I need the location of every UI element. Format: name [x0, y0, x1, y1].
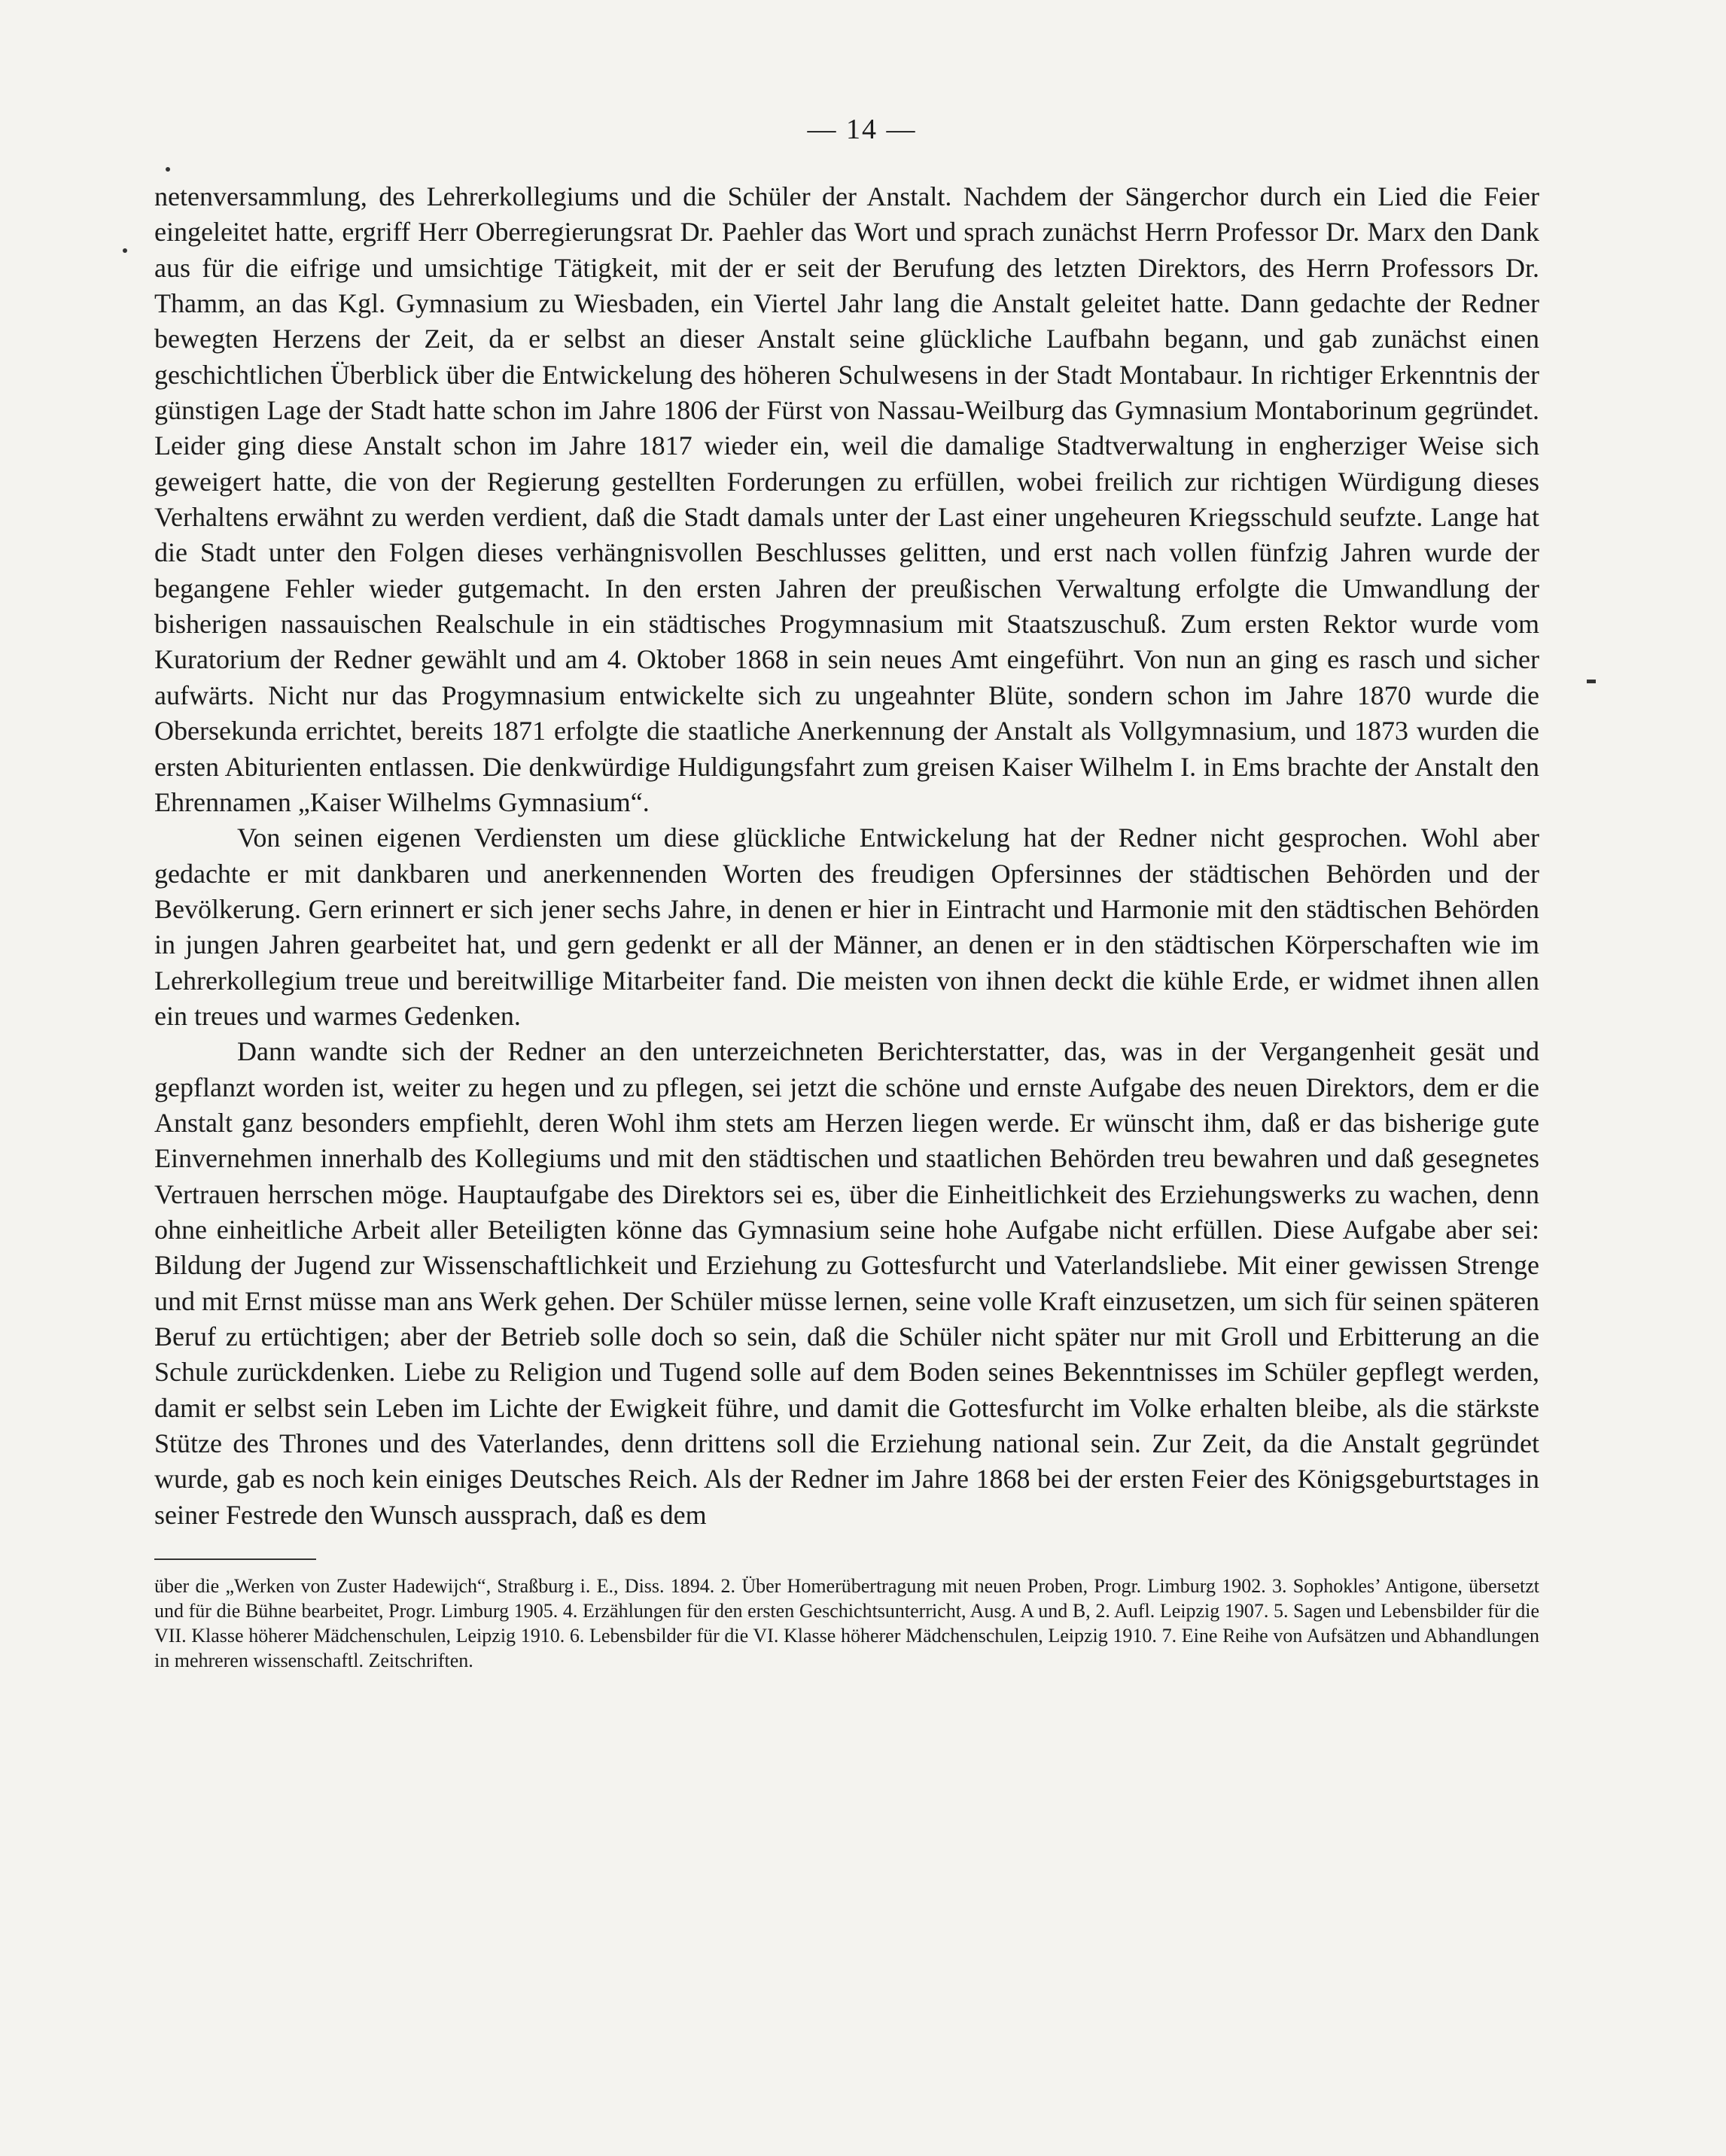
paragraph: Von seinen eigenen Verdiensten um diese glückliche Entwickelung hat der Redner nicht gesprochen. Wohl aber gedachte er mit dankbaren und anerkennenden Worten des freudigen Opfersinnes der städtischen Behörden und der Bevölkerung. Gern erinnert er sich jener sechs Jahre, in denen er hier in Eintracht und Harmonie mit den städtischen Behörden in jungen Jahren gearbeitet hat, und gern gedenkt er all der Männer, an denen er in den städtischen Körperschaften wie im Lehrerkollegium treue und bereitwillige Mitarbeiter fand. Die meisten von ihnen deckt die kühle Erde, er widmet ihnen allen ein treues und warmes Gedenken.: [154, 823, 1539, 1031]
paragraph: netenversammlung, des Lehrerkollegiums und die Schüler der Anstalt. Nachdem der Sängerchor durch ein Lied die Feier eingeleitet hatte, ergriff Herr Oberregierungsrat Dr. Paehler das Wort und sprach zunächst Herrn Professor Dr. Marx den Dank aus für die eifrige und umsichtige Tätigkeit, mit der er seit der Berufung des letzten Direktors, des Herrn Professors Dr. Thamm, an das Kgl. Gymnasium zu Wiesbaden, ein Viertel Jahr lang die Anstalt geleitet hatte. Dann gedachte der Redner bewegten Herzens der Zeit, da er selbst an dieser Anstalt seine glückliche Laufbahn begann, und gab zunächst einen geschichtlichen Überblick über die Entwickelung des höheren Schulwesens in der Stadt Montabaur. In richtiger Erkenntnis der günstigen Lage der Stadt hatte schon im Jahre 1806 der Fürst von Nassau-Weilburg das Gymnasium Montaborinum gegründet. Leider ging diese Anstalt schon im Jahre 1817 wieder ein, weil die damalige Stadtverwaltung in engherziger Weise sich geweigert hatte, die von der Regierung gestellten Forderungen zu erfüllen, wobei freilich zur richtigen Würdigung dieses Verhaltens erwähnt zu werden verdient, daß die Stadt damals unter der Last einer ungeheuren Kriegsschuld seufzte. Lange hat die Stadt unter den Folgen dieses verhängnisvollen Beschlusses gelitten, und erst nach vollen fünfzig Jahren wurde der begangene Fehler wieder gutgemacht. In den ersten Jahren der preußischen Verwaltung erfolgte die Umwandlung der bisherigen nassauischen Realschule in ein städtisches Progymnasium mit Staatszuschuß. Zum ersten Rektor wurde vom Kuratorium der Redner gewählt und am 4. Oktober 1868 in sein neues Amt eingeführt. Von nun an ging es rasch und sicher aufwärts. Nicht nur das Progymnasium entwickelte sich zu ungeahnter Blüte, sondern schon im Jahre 1870 wurde die Obersekunda errichtet, bereits 1871 erfolgte die staatliche Anerkennung der Anstalt als Vollgymnasium, und 1873 wurden die ersten Abiturienten entlassen. Die denkwürdige Huldigungsfahrt zum greisen Kaiser Wilhelm I. in Ems brachte der Anstalt den Ehrennamen „Kaiser Wilhelms Gymnasium“.: [154, 181, 1539, 817]
document-page: [154, 113, 1539, 1673]
margin-dot-mark: [123, 248, 127, 253]
margin-dash-mark: [1587, 680, 1596, 683]
paragraph: Dann wandte sich der Redner an den unterzeichneten Berichterstatter, das, was in der Vergangenheit gesät und gepflanzt worden ist, weiter zu hegen und zu pflegen, sei jetzt die schöne und ernste Aufgabe des neuen Direktors, dem er die Anstalt ganz besonders empfiehlt, deren Wohl ihm stets am Herzen liegen werde. Er wünscht ihm, daß er das bisherige gute Einvernehmen innerhalb des Kollegiums und mit den städtischen und staatlichen Behörden treu bewahren und daß gesegnetes Vertrauen herrschen möge. Hauptaufgabe des Direktors sei es, über die Einheitlichkeit des Erziehungswerks zu wachen, denn ohne einheitliche Arbeit aller Beteiligten könne das Gymnasium seine hohe Aufgabe nicht erfüllen. Diese Aufgabe aber sei: Bildung der Jugend zur Wissenschaftlichkeit und Erziehung zu Gottesfurcht und Vaterlandsliebe. Mit einer gewissen Strenge und mit Ernst müsse man ans Werk gehen. Der Schüler müsse lernen, seine volle Kraft einzusetzen, um sich für seinen späteren Beruf zu ertüchtigen; aber der Betrieb solle doch so sein, daß die Schüler nicht später nur mit Groll und Erbitterung an die Schule zurückdenken. Liebe zu Religion und Tugend solle auf dem Boden seines Bekenntnisses im Schüler gepflegt werden, damit er selbst sein Leben im Lichte der Ewigkeit führe, und damit die Gottesfurcht im Volke erhalten bleibe, als die stärkste Stütze des Thrones und des Vaterlandes, denn drittens soll die Erziehung national sein. Zur Zeit, da die Anstalt gegründet wurde, gab es noch kein einiges Deutsches Reich. Als der Redner im Jahre 1868 bei der ersten Feier des Königsgeburtstages in seiner Festrede den Wunsch aussprach, daß es dem: [154, 1036, 1539, 1530]
footnote-divider: [154, 1558, 316, 1560]
body-text: [154, 179, 1539, 1533]
page-number: — 14 —: [807, 114, 917, 145]
footnote: über die „Werken von Zuster Hadewijch“, Straßburg i. E., Diss. 1894. 2. Über Homerübertragung mit neuen Proben, Progr. Limburg 1902. 3. Sophokles’ Antigone, übersetzt und für die Bühne bearbeitet, Progr. Limburg 1905. 4. Erzählungen für den ersten Geschichtsunterricht, Ausg. A und B, 2. Aufl. Leipzig 1907. 5. Sagen und Lebensbilder für die VII. Klasse höherer Mädchenschulen, Leipzig 1910. 6. Lebensbilder für die VI. Klasse höherer Mädchenschulen, Leipzig 1910. 7. Eine Reihe von Aufsätzen und Abhandlungen in mehreren wissenschaftl. Zeitschriften.: [154, 1575, 1539, 1672]
